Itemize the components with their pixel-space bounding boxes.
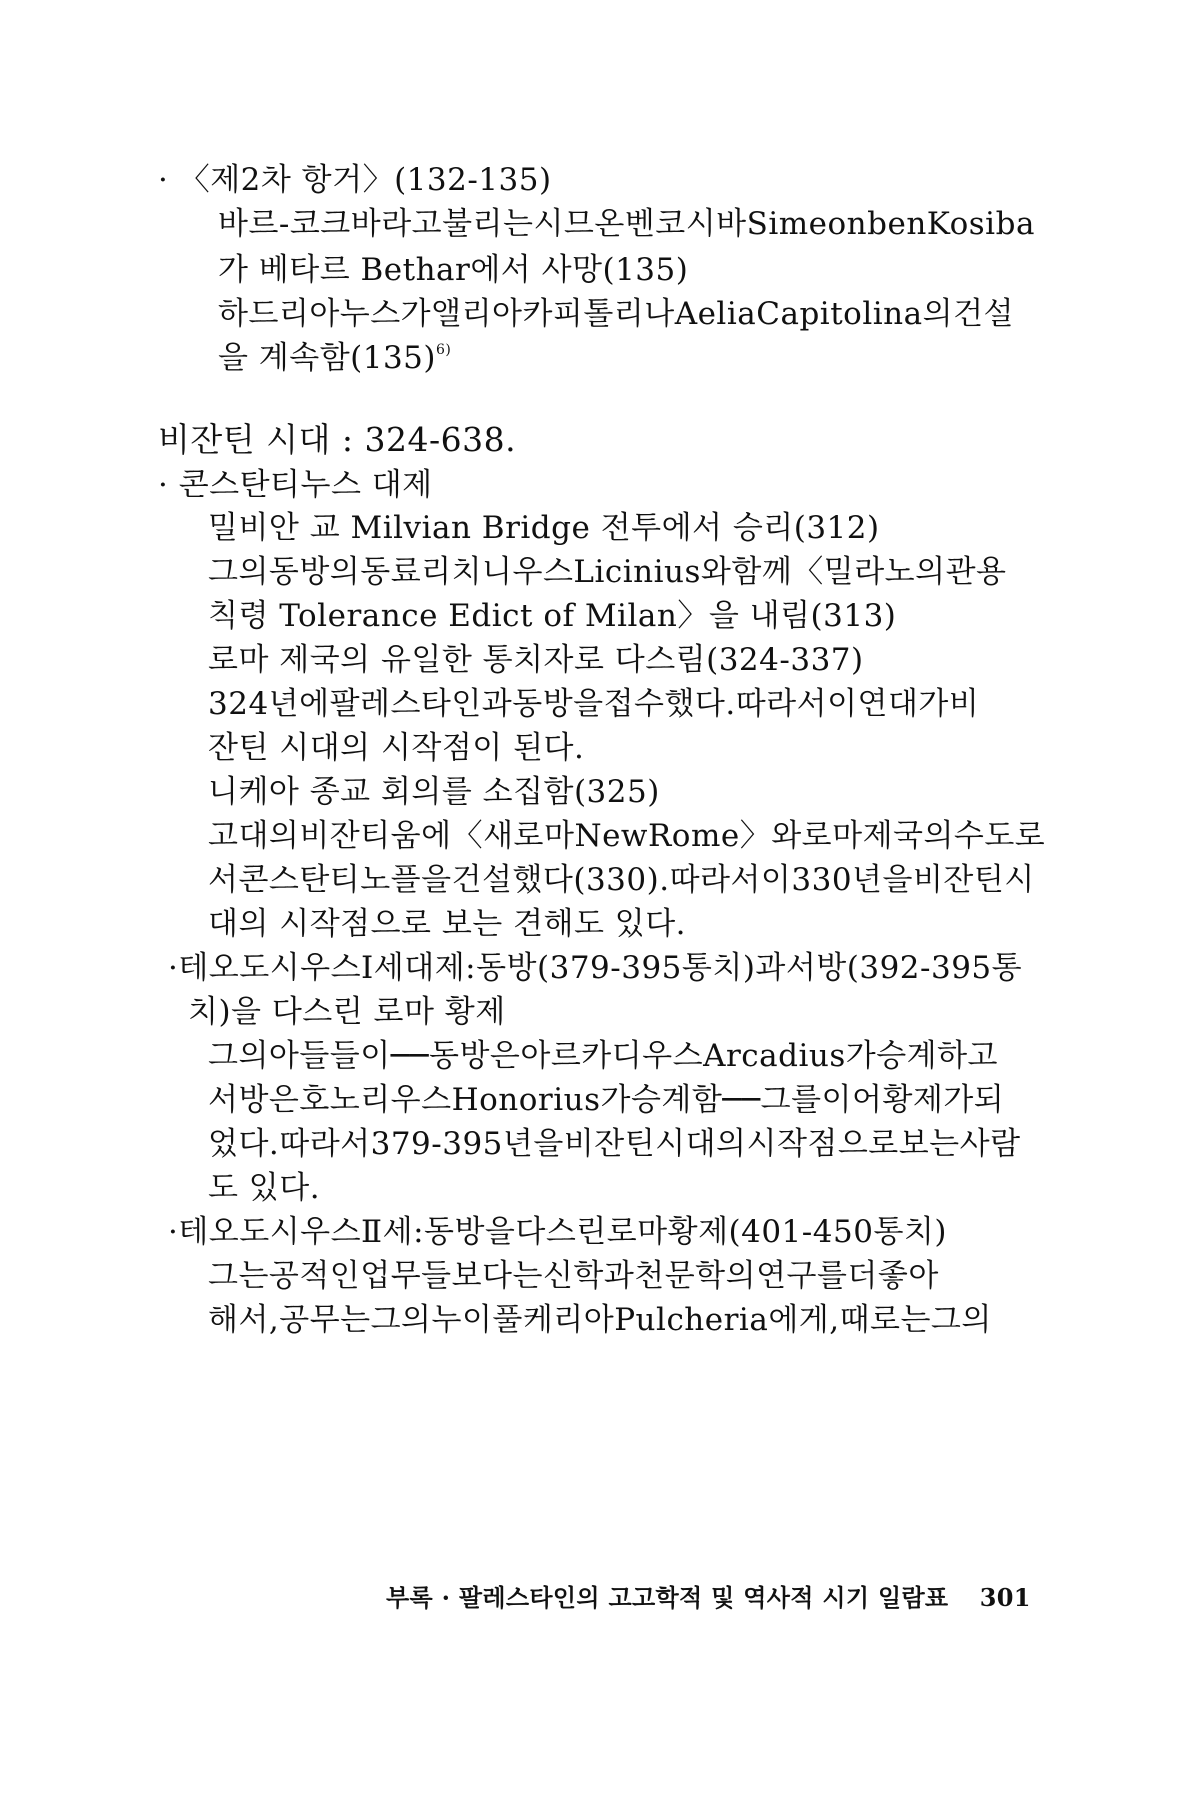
- text-line: [218, 294, 1014, 334]
- word: 호노리우스: [299, 1082, 452, 1118]
- text-line-content: 을 계속함(135): [218, 340, 436, 376]
- text-line: [208, 1080, 1005, 1120]
- word: New: [574, 818, 648, 854]
- word: Rome〉와: [647, 818, 802, 854]
- word: 그의: [208, 1038, 269, 1074]
- word: 황제(401-450: [667, 1214, 874, 1250]
- text-line: [208, 684, 980, 724]
- word: 통: [991, 950, 1023, 986]
- text-line: 밀비안 교 Milvian Bridge 전투에서 승리(312): [208, 510, 880, 546]
- text-line: 니케아 종교 회의를 소집함(325): [208, 774, 660, 810]
- word: 비잔틴: [563, 1126, 656, 1162]
- bullet-heading-theodosius-i: [168, 948, 1023, 988]
- word: 동방을: [512, 686, 604, 722]
- word: 그는: [208, 1258, 269, 1294]
- text-line: 칙령 Tolerance Edict of Milan〉을 내림(313): [208, 598, 897, 634]
- word: 공무는: [279, 1302, 371, 1338]
- word: 그의: [930, 1302, 992, 1338]
- word: 대제: [404, 950, 466, 986]
- text-line: 로마 제국의 유일한 통치자로 다스림(324-337): [208, 642, 864, 678]
- bullet-heading-constantine: · 콘스탄티누스 대제: [158, 467, 433, 503]
- word: 었다.: [208, 1126, 280, 1162]
- word: Ⅱ세: [361, 1214, 414, 1250]
- word: 승계함: [630, 1082, 723, 1118]
- word: 시므온: [533, 206, 625, 242]
- running-footer: [386, 1580, 1031, 1616]
- word: Honorius가: [451, 1082, 631, 1118]
- word: 통치)과: [681, 950, 786, 986]
- word: 서: [208, 862, 239, 898]
- word: :: [413, 1214, 425, 1250]
- word: 서방(392-395: [785, 950, 992, 986]
- word: 그의: [370, 1302, 432, 1338]
- word: 건설: [953, 296, 1014, 332]
- word: 이어: [821, 1082, 883, 1118]
- word: 더: [847, 1258, 878, 1294]
- word: 그를: [760, 1082, 822, 1118]
- word: 아르카디우스: [520, 1038, 704, 1074]
- word: 콘스탄티노플을: [238, 862, 452, 898]
- word: 연대가: [857, 686, 949, 722]
- text-line: [218, 338, 451, 378]
- word: 비잔틴: [912, 862, 1005, 898]
- word: 고대의: [208, 818, 300, 854]
- page-number: 301: [979, 1583, 1031, 1612]
- word: 관용: [945, 554, 1007, 590]
- word: 330년을: [791, 862, 913, 898]
- word: 테오도시우스: [178, 1214, 362, 1250]
- word: 비: [948, 686, 980, 722]
- word: 아들들이: [268, 1038, 391, 1074]
- word: 수도로: [953, 818, 1046, 854]
- word: 〈새: [451, 818, 514, 854]
- word: 따라서: [735, 686, 828, 722]
- bullet-heading-theodosius-ii: [168, 1212, 947, 1252]
- word: 함께: [731, 554, 793, 590]
- word: ben: [867, 206, 927, 242]
- word: ──: [390, 1038, 430, 1074]
- word: 팔레스타인과: [329, 686, 513, 722]
- word: 서방은: [208, 1082, 300, 1118]
- word: Licinius와: [573, 554, 732, 590]
- word: 접수했다.: [603, 686, 736, 722]
- word: 통치): [873, 1214, 947, 1250]
- word: 벤: [624, 206, 656, 242]
- word: 사람: [959, 1126, 1021, 1162]
- text-line: 가 베타르 Bethar에서 사망(135): [218, 252, 689, 288]
- word: 379-395년을: [370, 1126, 564, 1162]
- word: Simeon: [746, 206, 868, 242]
- footer-title: 부록 · 팔레스타인의 고고학적 및 역사적 시기 일람표: [386, 1583, 949, 1612]
- word: 황제가: [882, 1082, 974, 1118]
- text-line: 잔틴 시대의 시작점이 된다.: [208, 730, 585, 766]
- text-line: [208, 1124, 1021, 1164]
- text-line: 도 있다.: [208, 1170, 321, 1206]
- word: :: [465, 950, 477, 986]
- word: 동방(379-395: [476, 950, 682, 986]
- word: 시대의: [655, 1126, 747, 1162]
- word: 앨리아: [431, 296, 523, 332]
- word: 따라서: [279, 1126, 371, 1162]
- word: 324년에: [208, 686, 330, 722]
- section-heading-byzantine-period: 비잔틴 시대 : 324-638.: [158, 420, 517, 459]
- word: 승계하고: [876, 1038, 998, 1074]
- word: Pulcheria에게,: [614, 1302, 840, 1338]
- word: 이: [827, 686, 858, 722]
- word: 리치니우스: [421, 554, 574, 590]
- word: 때로는: [839, 1302, 931, 1338]
- word: ·: [168, 1214, 179, 1250]
- word: 풀케리아: [492, 1302, 615, 1338]
- footnote-reference: 6): [436, 342, 452, 358]
- word: 불리는: [442, 206, 534, 242]
- word: 로마: [801, 818, 863, 854]
- word: 그의: [208, 554, 269, 590]
- word: 〈밀라노의: [792, 554, 946, 590]
- word: Ⅰ세: [361, 950, 405, 986]
- word: 카피톨리나: [522, 296, 675, 332]
- word: Aelia: [674, 296, 757, 332]
- word: 동방을: [424, 1214, 516, 1250]
- word: Kosiba: [926, 206, 1035, 242]
- word: 이: [760, 862, 792, 898]
- word: 바르-코크바라고: [218, 206, 443, 242]
- word: 시: [1004, 862, 1035, 898]
- word: 업무들보다는: [360, 1258, 543, 1294]
- text-line: [208, 816, 1046, 856]
- word: 제국의: [862, 818, 954, 854]
- word: 동방의: [268, 554, 361, 590]
- word: 동방은: [429, 1038, 521, 1074]
- word: 누이: [431, 1302, 493, 1338]
- word: 다스린: [515, 1214, 607, 1250]
- word: 따라서: [669, 862, 761, 898]
- word: 건설했다(330).: [451, 862, 670, 898]
- text-line: [208, 1256, 939, 1296]
- word: 테오도시우스: [178, 950, 362, 986]
- text-line: 치)을 다스린 로마 황제: [188, 994, 506, 1030]
- word: Arcadius가: [703, 1038, 877, 1074]
- text-line: [208, 552, 1007, 592]
- word: 하드리아누스가: [218, 296, 432, 332]
- text-line: [208, 860, 1035, 900]
- word: 해서,: [208, 1302, 280, 1338]
- text-line: 대의 시작점으로 보는 견해도 있다.: [208, 906, 687, 942]
- text-line: [208, 1300, 992, 1340]
- word: 비잔티움에: [299, 818, 452, 854]
- word: 천문학의: [634, 1258, 757, 1294]
- word: ·: [168, 950, 179, 986]
- word: 신학과: [542, 1258, 635, 1294]
- word: 코시바: [655, 206, 747, 242]
- word: 동료: [360, 554, 422, 590]
- bullet-heading-second-revolt: · 〈제2차 항거〉(132-135): [158, 162, 552, 198]
- word: 좋아: [877, 1258, 939, 1294]
- word: 보는: [898, 1126, 960, 1162]
- word: Capitolina의: [756, 296, 954, 332]
- word: 로마: [513, 818, 575, 854]
- word: 공적인: [268, 1258, 361, 1294]
- word: ──: [722, 1082, 761, 1118]
- text-line: [208, 1036, 998, 1076]
- word: 로마: [606, 1214, 668, 1250]
- word: 시작점으로: [746, 1126, 899, 1162]
- word: 되: [973, 1082, 1005, 1118]
- word: 연구를: [756, 1258, 848, 1294]
- text-line: [218, 204, 1035, 244]
